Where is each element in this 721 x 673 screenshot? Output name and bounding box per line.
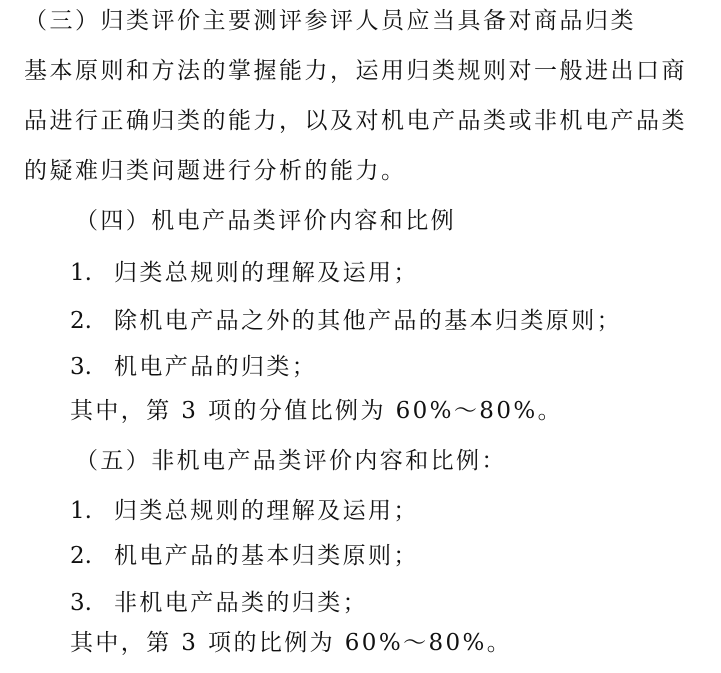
section5-item-text: 归类总规则的理解及运用； [114,498,419,524]
section5-heading: （五）非机电产品类评价内容和比例： [75,448,507,474]
section4-heading: （四）机电产品类评价内容和比例 [75,208,456,234]
section4-list-item [70,352,317,382]
section3-line-1: （三）归类评价主要测评参评人员应当具备对商品归类 [24,8,636,34]
section5-note: 其中，第 3 项的比例为 60%～80%。 [70,630,513,656]
section4-item-text: 归类总规则的理解及运用； [114,260,419,286]
section3-line-4: 的疑难归类问题进行分析的能力。 [24,158,407,184]
section5-item-text: 机电产品的基本归类原则； [114,543,419,569]
section5-list-item [70,541,419,571]
section4-item-text: 机电产品的归类； [114,354,318,380]
section5-list-item [70,588,368,618]
section3-line-3: 品进行正确归类的能力，以及对机电产品类或非机电产品类 [24,108,687,134]
section5-list-item [70,496,419,526]
section4-note: 其中，第 3 项的分值比例为 60%～80%。 [70,398,564,424]
section4-item-number: 1. [70,260,92,286]
section4-list-item [70,306,622,336]
section5-item-number: 1. [70,498,92,524]
section5-item-text: 非机电产品类的归类； [114,590,368,616]
section5-item-number: 3. [70,590,92,616]
section4-item-number: 2. [70,308,92,334]
section4-item-text: 除机电产品之外的其他产品的基本归类原则； [114,308,622,334]
section4-list-item [70,258,419,288]
section3-line-2: 基本原则和方法的掌握能力，运用归类规则对一般进出口商 [24,58,687,84]
section4-item-number: 3. [70,354,92,380]
section5-item-number: 2. [70,543,92,569]
